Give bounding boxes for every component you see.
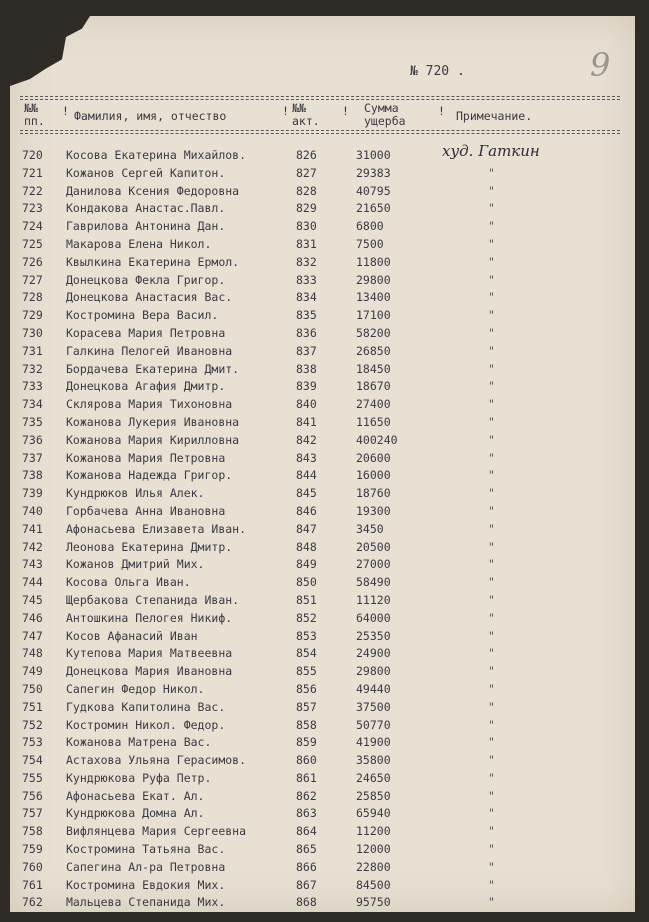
table-row bbox=[10, 878, 635, 896]
handwritten-note: худ. Гаткин bbox=[442, 142, 540, 160]
row-number: 740 bbox=[22, 503, 43, 518]
row-number: 754 bbox=[22, 753, 43, 768]
row-note: " bbox=[488, 717, 495, 732]
row-note: " bbox=[488, 414, 495, 429]
row-note: " bbox=[488, 361, 495, 376]
row-act-number: 841 bbox=[296, 414, 317, 429]
row-name: Кожанова Мария Кирилловна bbox=[66, 432, 240, 447]
row-number: 736 bbox=[22, 432, 43, 447]
row-number: 725 bbox=[22, 236, 43, 251]
row-act-number: 849 bbox=[296, 557, 317, 572]
row-note: " bbox=[488, 859, 495, 874]
row-name: Галкина Пелогей Ивановна bbox=[66, 343, 233, 358]
row-note: " bbox=[488, 272, 495, 287]
table-row bbox=[10, 718, 635, 736]
row-number: 747 bbox=[22, 628, 43, 643]
table-row bbox=[10, 593, 635, 611]
row-damage-sum: 19300 bbox=[356, 503, 391, 518]
row-number: 759 bbox=[22, 842, 43, 857]
table-row bbox=[10, 860, 635, 878]
table-row bbox=[10, 646, 635, 664]
row-damage-sum: 49440 bbox=[356, 681, 391, 696]
row-note: " bbox=[488, 379, 495, 394]
row-act-number: 856 bbox=[296, 681, 317, 696]
row-name: Склярова Мария Тихоновна bbox=[66, 397, 233, 412]
row-name: Мальцева Степанида Мих. bbox=[66, 895, 226, 910]
row-act-number: 853 bbox=[296, 628, 317, 643]
row-name: Макарова Елена Никол. bbox=[66, 236, 212, 251]
row-damage-sum: 11200 bbox=[356, 824, 391, 839]
row-name: Кундрюкова Руфа Петр. bbox=[66, 770, 212, 785]
row-name: Костромина Татьяна Вас. bbox=[66, 842, 226, 857]
header-col-sum: Сумма ущерба bbox=[364, 101, 406, 128]
row-act-number: 826 bbox=[296, 148, 317, 162]
row-number: 733 bbox=[22, 379, 43, 394]
row-note: " bbox=[488, 610, 495, 625]
row-act-number: 832 bbox=[296, 254, 317, 269]
header-separator: ! bbox=[342, 104, 349, 118]
row-act-number: 847 bbox=[296, 521, 317, 536]
table-row bbox=[10, 273, 635, 291]
row-number: 757 bbox=[22, 806, 43, 821]
row-number: 727 bbox=[22, 272, 43, 287]
row-act-number: 868 bbox=[296, 895, 317, 910]
row-number: 720 bbox=[22, 148, 43, 162]
row-name: Афонасьева Екат. Ал. bbox=[66, 788, 205, 803]
table-row bbox=[10, 308, 635, 326]
row-act-number: 838 bbox=[296, 361, 317, 376]
table-row bbox=[10, 290, 635, 308]
row-act-number: 855 bbox=[296, 664, 317, 679]
row-number: 730 bbox=[22, 325, 43, 340]
row-number: 756 bbox=[22, 788, 43, 803]
row-damage-sum: 17100 bbox=[356, 308, 391, 323]
table-row bbox=[10, 557, 635, 575]
row-number: 726 bbox=[22, 254, 43, 269]
row-note: " bbox=[488, 343, 495, 358]
table-row bbox=[10, 468, 635, 486]
row-note: " bbox=[488, 308, 495, 323]
row-name: Косова Ольга Иван. bbox=[66, 575, 191, 590]
row-act-number: 859 bbox=[296, 735, 317, 750]
row-note: " bbox=[488, 753, 495, 768]
row-note: " bbox=[488, 432, 495, 447]
row-damage-sum: 18450 bbox=[356, 361, 391, 376]
row-number: 739 bbox=[22, 486, 43, 501]
row-name: Сапегин Федор Никол. bbox=[66, 681, 205, 696]
row-number: 721 bbox=[22, 165, 43, 180]
table-body bbox=[10, 148, 635, 913]
row-name: Косов Афанасий Иван bbox=[66, 628, 198, 643]
row-damage-sum: 7500 bbox=[356, 236, 384, 251]
row-name: Леонова Екатерина Дмитр. bbox=[66, 539, 233, 554]
row-act-number: 845 bbox=[296, 486, 317, 501]
row-number: 746 bbox=[22, 610, 43, 625]
row-act-number: 835 bbox=[296, 308, 317, 323]
row-note: " bbox=[488, 699, 495, 714]
header-col-name: Фамилия, имя, отчество bbox=[74, 109, 227, 123]
row-number: 724 bbox=[22, 219, 43, 234]
row-damage-sum: 11650 bbox=[356, 414, 391, 429]
row-damage-sum: 50770 bbox=[356, 717, 391, 732]
row-name: Кундрюков Илья Алек. bbox=[66, 486, 205, 501]
row-note: " bbox=[488, 842, 495, 857]
row-damage-sum: 31000 bbox=[356, 148, 391, 162]
row-note: " bbox=[488, 183, 495, 198]
row-note: " bbox=[488, 664, 495, 679]
row-name: Гудкова Капитолина Вас. bbox=[66, 699, 226, 714]
row-note: " bbox=[488, 201, 495, 216]
table-row bbox=[10, 504, 635, 522]
row-name: Вифлянцева Мария Сергеевна bbox=[66, 824, 247, 839]
row-number: 748 bbox=[22, 646, 43, 661]
header-col-no: №№ пп. bbox=[24, 101, 45, 128]
row-act-number: 860 bbox=[296, 753, 317, 768]
row-act-number: 863 bbox=[296, 806, 317, 821]
header-col-act: №№ акт. bbox=[292, 101, 320, 128]
row-act-number: 866 bbox=[296, 859, 317, 874]
row-name: Кутепова Мария Матвеевна bbox=[66, 646, 233, 661]
row-act-number: 848 bbox=[296, 539, 317, 554]
row-act-number: 828 bbox=[296, 183, 317, 198]
row-damage-sum: 26850 bbox=[356, 343, 391, 358]
row-damage-sum: 29383 bbox=[356, 165, 391, 180]
row-name: Костромин Никол. Федор. bbox=[66, 717, 226, 732]
row-note: " bbox=[488, 788, 495, 803]
row-act-number: 837 bbox=[296, 343, 317, 358]
row-note: " bbox=[488, 628, 495, 643]
table-row bbox=[10, 397, 635, 415]
row-name: Костромина Евдокия Мих. bbox=[66, 877, 226, 892]
row-name: Афонасьева Елизавета Иван. bbox=[66, 521, 247, 536]
row-damage-sum: 11800 bbox=[356, 254, 391, 269]
row-damage-sum: 25850 bbox=[356, 788, 391, 803]
row-damage-sum: 95750 bbox=[356, 895, 391, 910]
row-note: " bbox=[488, 592, 495, 607]
row-number: 723 bbox=[22, 201, 43, 216]
header-bottom-rule-2 bbox=[20, 133, 620, 134]
row-name: Косова Екатерина Михайлов. bbox=[66, 148, 247, 162]
row-act-number: 827 bbox=[296, 165, 317, 180]
row-note: " bbox=[488, 219, 495, 234]
row-note: " bbox=[488, 770, 495, 785]
row-name: Донецкова Агафия Дмитр. bbox=[66, 379, 226, 394]
table-row bbox=[10, 344, 635, 362]
table-row bbox=[10, 895, 635, 913]
row-damage-sum: 58490 bbox=[356, 575, 391, 590]
row-name: Кундрюкова Домна Ал. bbox=[66, 806, 205, 821]
row-act-number: 836 bbox=[296, 325, 317, 340]
row-name: Кожанова Лукерия Ивановна bbox=[66, 414, 240, 429]
table-row bbox=[10, 842, 635, 860]
table-row bbox=[10, 148, 635, 166]
row-note: " bbox=[488, 806, 495, 821]
row-act-number: 851 bbox=[296, 592, 317, 607]
row-damage-sum: 40795 bbox=[356, 183, 391, 198]
row-number: 728 bbox=[22, 290, 43, 305]
table-row bbox=[10, 575, 635, 593]
row-note: " bbox=[488, 895, 495, 910]
table-row bbox=[10, 735, 635, 753]
table-row bbox=[10, 201, 635, 219]
row-name: Антошкина Пелогея Никиф. bbox=[66, 610, 233, 625]
row-name: Кожанова Матрена Вас. bbox=[66, 735, 212, 750]
row-act-number: 830 bbox=[296, 219, 317, 234]
row-number: 762 bbox=[22, 895, 43, 910]
row-damage-sum: 20600 bbox=[356, 450, 391, 465]
row-damage-sum: 24650 bbox=[356, 770, 391, 785]
row-damage-sum: 25350 bbox=[356, 628, 391, 643]
row-name: Донецкова Анастасия Вас. bbox=[66, 290, 233, 305]
row-note: " bbox=[488, 450, 495, 465]
row-act-number: 831 bbox=[296, 236, 317, 251]
row-damage-sum: 41900 bbox=[356, 735, 391, 750]
row-damage-sum: 18670 bbox=[356, 379, 391, 394]
table-row bbox=[10, 184, 635, 202]
table-row bbox=[10, 540, 635, 558]
row-note: " bbox=[488, 503, 495, 518]
row-act-number: 852 bbox=[296, 610, 317, 625]
row-note: " bbox=[488, 290, 495, 305]
row-number: 745 bbox=[22, 592, 43, 607]
row-damage-sum: 58200 bbox=[356, 325, 391, 340]
row-number: 758 bbox=[22, 824, 43, 839]
row-number: 735 bbox=[22, 414, 43, 429]
table-row bbox=[10, 166, 635, 184]
document-number: № 720 . bbox=[410, 64, 465, 79]
row-act-number: 850 bbox=[296, 575, 317, 590]
row-act-number: 867 bbox=[296, 877, 317, 892]
row-note: " bbox=[488, 468, 495, 483]
row-act-number: 858 bbox=[296, 717, 317, 732]
row-note: " bbox=[488, 521, 495, 536]
row-name: Бордачева Екатерина Дмит. bbox=[66, 361, 240, 376]
row-number: 744 bbox=[22, 575, 43, 590]
table-row bbox=[10, 362, 635, 380]
table-row bbox=[10, 611, 635, 629]
header-separator: ! bbox=[282, 104, 289, 118]
document-page bbox=[10, 16, 635, 912]
row-number: 722 bbox=[22, 183, 43, 198]
row-damage-sum: 65940 bbox=[356, 806, 391, 821]
row-damage-sum: 37500 bbox=[356, 699, 391, 714]
row-note: " bbox=[488, 486, 495, 501]
row-act-number: 844 bbox=[296, 468, 317, 483]
row-act-number: 834 bbox=[296, 290, 317, 305]
table-row bbox=[10, 451, 635, 469]
row-number: 750 bbox=[22, 681, 43, 696]
row-name: Кожанов Дмитрий Мих. bbox=[66, 557, 205, 572]
row-note: " bbox=[488, 165, 495, 180]
row-damage-sum: 6800 bbox=[356, 219, 384, 234]
row-damage-sum: 400240 bbox=[356, 432, 398, 447]
row-name: Гаврилова Антонина Дан. bbox=[66, 219, 226, 234]
table-row bbox=[10, 255, 635, 273]
row-name: Горбачева Анна Ивановна bbox=[66, 503, 226, 518]
row-name: Кожанова Мария Петровна bbox=[66, 450, 226, 465]
row-note: " bbox=[488, 646, 495, 661]
row-act-number: 840 bbox=[296, 397, 317, 412]
row-damage-sum: 12000 bbox=[356, 842, 391, 857]
row-note: " bbox=[488, 877, 495, 892]
row-number: 729 bbox=[22, 308, 43, 323]
row-number: 743 bbox=[22, 557, 43, 572]
row-number: 734 bbox=[22, 397, 43, 412]
row-name: Корасева Мария Петровна bbox=[66, 325, 226, 340]
row-number: 752 bbox=[22, 717, 43, 732]
row-act-number: 846 bbox=[296, 503, 317, 518]
row-act-number: 839 bbox=[296, 379, 317, 394]
row-name: Кожанова Надежда Григор. bbox=[66, 468, 233, 483]
row-damage-sum: 64000 bbox=[356, 610, 391, 625]
row-name: Астахова Ульяна Герасимов. bbox=[66, 753, 247, 768]
row-damage-sum: 35800 bbox=[356, 753, 391, 768]
row-act-number: 857 bbox=[296, 699, 317, 714]
table-row bbox=[10, 753, 635, 771]
row-note: " bbox=[488, 735, 495, 750]
row-name: Донецкова Мария Ивановна bbox=[66, 664, 233, 679]
row-act-number: 829 bbox=[296, 201, 317, 216]
row-number: 742 bbox=[22, 539, 43, 554]
table-row bbox=[10, 379, 635, 397]
table-row bbox=[10, 486, 635, 504]
table-row bbox=[10, 789, 635, 807]
row-name: Кондакова Анастас.Павл. bbox=[66, 201, 226, 216]
row-damage-sum: 3450 bbox=[356, 521, 384, 536]
row-damage-sum: 84500 bbox=[356, 877, 391, 892]
torn-corner bbox=[10, 16, 90, 86]
row-number: 737 bbox=[22, 450, 43, 465]
row-number: 751 bbox=[22, 699, 43, 714]
row-number: 749 bbox=[22, 664, 43, 679]
row-act-number: 861 bbox=[296, 770, 317, 785]
row-act-number: 862 bbox=[296, 788, 317, 803]
row-act-number: 833 bbox=[296, 272, 317, 287]
table-row bbox=[10, 237, 635, 255]
header-col-note: Примечание. bbox=[456, 109, 533, 123]
row-act-number: 865 bbox=[296, 842, 317, 857]
row-damage-sum: 20500 bbox=[356, 539, 391, 554]
header-top-rule-2 bbox=[20, 99, 620, 100]
table-row bbox=[10, 522, 635, 540]
row-note: " bbox=[488, 539, 495, 554]
row-note: " bbox=[488, 824, 495, 839]
row-damage-sum: 21650 bbox=[356, 201, 391, 216]
row-number: 732 bbox=[22, 361, 43, 376]
row-note: " bbox=[488, 397, 495, 412]
table-row bbox=[10, 629, 635, 647]
row-damage-sum: 11120 bbox=[356, 592, 391, 607]
row-damage-sum: 29800 bbox=[356, 664, 391, 679]
row-damage-sum: 13400 bbox=[356, 290, 391, 305]
row-act-number: 854 bbox=[296, 646, 317, 661]
table-row bbox=[10, 682, 635, 700]
row-note: " bbox=[488, 557, 495, 572]
row-note: " bbox=[488, 575, 495, 590]
row-damage-sum: 24900 bbox=[356, 646, 391, 661]
row-number: 760 bbox=[22, 859, 43, 874]
row-name: Кожанов Сергей Капитон. bbox=[66, 165, 226, 180]
row-damage-sum: 29800 bbox=[356, 272, 391, 287]
row-number: 738 bbox=[22, 468, 43, 483]
row-damage-sum: 22800 bbox=[356, 859, 391, 874]
table-row bbox=[10, 806, 635, 824]
row-note: " bbox=[488, 236, 495, 251]
table-row bbox=[10, 433, 635, 451]
table-row bbox=[10, 415, 635, 433]
folio-number: 9 bbox=[590, 46, 611, 84]
row-number: 731 bbox=[22, 343, 43, 358]
table-row bbox=[10, 326, 635, 344]
row-name: Данилова Ксения Федоровна bbox=[66, 183, 240, 198]
row-act-number: 864 bbox=[296, 824, 317, 839]
row-name: Донецкова Фекла Григор. bbox=[66, 272, 226, 287]
row-number: 761 bbox=[22, 877, 43, 892]
table-row bbox=[10, 771, 635, 789]
row-damage-sum: 27400 bbox=[356, 397, 391, 412]
table-row bbox=[10, 219, 635, 237]
row-name: Сапегина Ал-ра Петровна bbox=[66, 859, 226, 874]
row-note: " bbox=[488, 254, 495, 269]
row-name: Костромина Вера Васил. bbox=[66, 308, 219, 323]
header-top-rule bbox=[20, 96, 620, 97]
table-row bbox=[10, 664, 635, 682]
row-note: " bbox=[488, 681, 495, 696]
table-row bbox=[10, 824, 635, 842]
row-name: Квылкина Екатерина Ермол. bbox=[66, 254, 240, 269]
row-damage-sum: 16000 bbox=[356, 468, 391, 483]
row-damage-sum: 27000 bbox=[356, 557, 391, 572]
header-bottom-rule bbox=[20, 130, 620, 131]
row-number: 755 bbox=[22, 770, 43, 785]
header-separator: ! bbox=[438, 104, 445, 118]
header-separator: ! bbox=[62, 104, 69, 118]
row-number: 753 bbox=[22, 735, 43, 750]
row-act-number: 843 bbox=[296, 450, 317, 465]
row-name: Щербакова Степанида Иван. bbox=[66, 592, 240, 607]
row-number: 741 bbox=[22, 521, 43, 536]
row-note: " bbox=[488, 325, 495, 340]
row-damage-sum: 18760 bbox=[356, 486, 391, 501]
table-row bbox=[10, 700, 635, 718]
row-act-number: 842 bbox=[296, 432, 317, 447]
